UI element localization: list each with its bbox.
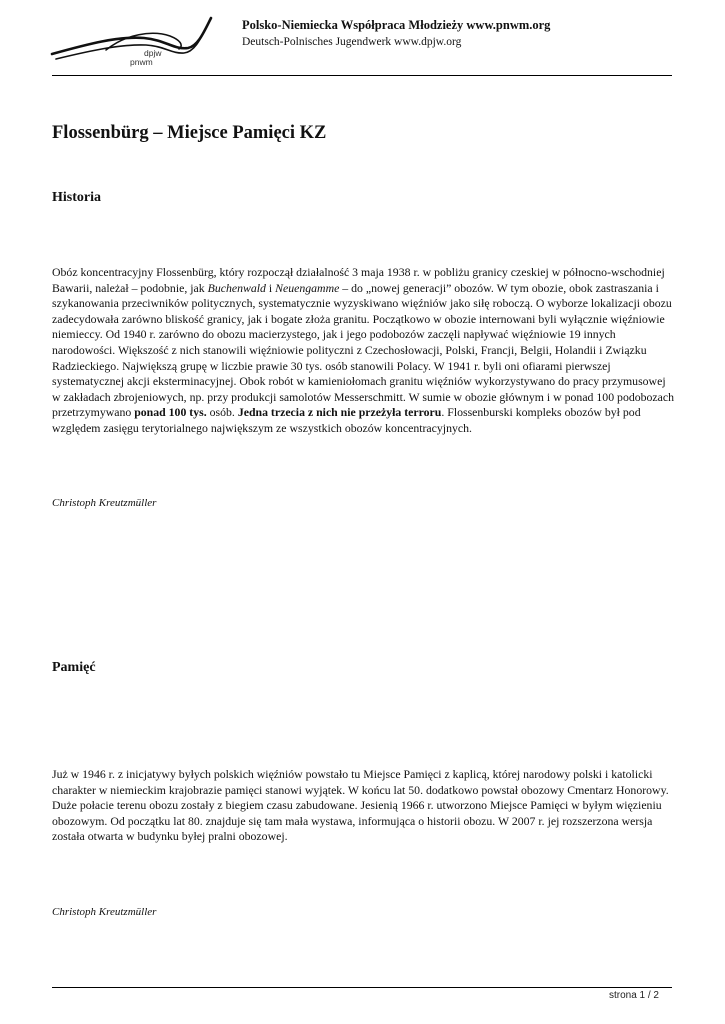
section-paragraph-pamiec: Już w 1946 r. z inicjatywy byłych polskich więźniów powstało tu Miejsce Pamięci z kaplicą, której narodowy polski i katolicki charakter w niemieckim krajobrazie pamięci stanowi wyjątek. W końcu lat 50. dodatkowo powstał obozowy Cmentarz Honorowy. Duże połacie terenu obozu zostały z biegiem czasu zabudowane. Jesienią 1966 r. utworzono Miejsce Pamięci w byłym więzieniu obozowym. Od początku lat 80. znajduje się tam mała wystawa, informująca o historii obozu. W 2007 r. jej rozszerzona wersja została otwarta w budynku byłej pralni obozowej. <box>52 767 669 844</box>
emphasis-neuengamme: Neuengamme <box>275 280 340 295</box>
logo-text-dpjw: dpjw <box>144 48 162 58</box>
bold-survival-statement: Jedna trzecia z nich nie przeżyła terroru <box>237 405 442 420</box>
page-number: strona 1 / 2 <box>608 990 659 1001</box>
footer-divider <box>52 987 672 988</box>
dpjw-pnwm-logo <box>48 14 218 72</box>
emphasis-buchenwald: Buchenwald <box>207 280 266 295</box>
section-heading-historia: Historia <box>52 190 101 205</box>
author-historia: Christoph Kreutzmüller <box>52 497 157 509</box>
bold-prisoner-count: ponad 100 tys. <box>134 405 207 420</box>
section-heading-pamiec: Pamięć <box>52 660 96 675</box>
header-organization-pl: Polsko-Niemiecka Współpraca Młodzieży www.pnwm.org <box>242 18 551 32</box>
author-pamiec: Christoph Kreutzmüller <box>52 906 157 918</box>
header-organization-de: Deutsch-Polnisches Jugendwerk www.dpjw.org <box>242 36 462 48</box>
logo-text-pnwm: pnwm <box>130 57 153 67</box>
header-divider <box>52 75 672 76</box>
section-paragraph-historia: Obóz koncentracyjny Flossenbürg, który rozpoczął działalność 3 maja 1938 r. w pobliżu granicy czeskiej w północno-wschodniej Bawarii, należał – podobnie, jak Buchenwald i Neuengamme – do „nowej generacji” obozów. W tym obozie, obok zastraszania i szykanowania przeciwników politycznych, systematycznie wyzyskiwano więźniów jako siłę roboczą. O wyborze lokalizacji obozu zadecydowała zarówno bliskość granicy, jak i bogate złoża granitu. Początkowo w obozie internowani byli wyłącznie więźniowie niemieccy. Od 1940 r. zarówno do obozu macierzystego, jak i jego podobozów zaczęli napływać więźniowie 19 innych narodowości. Większość z nich stanowili więźniowie polityczni z Czechosłowacji, Polski, Francji, Belgii, Holandii i Związku Radzieckiego. Największą grupę w liczbie prawie 30 tys. osób stanowili Polacy. W 1941 r. byli oni ofiarami pierwszej systematycznej akcji eksterminacyjnej. Obok robót w kamieniołomach granitu więźniów wykorzystywano do pracy przymusowej w zakładach zbrojeniowych, np. przy produkcji samolotów Messerschmitt. W sumie w obozie głównym i w ponad 100 podobozach przetrzymywano ponad 100 tys. osób. Jedna trzecia z nich nie przeżyła terroru. Flossenburski kompleks obozów był pod względem zasięgu terytorialnego największym ze wszystkich obozów koncentracyjnych. <box>52 265 675 435</box>
document-title: Flossenbürg – Miejsce Pamięci KZ <box>52 123 327 143</box>
